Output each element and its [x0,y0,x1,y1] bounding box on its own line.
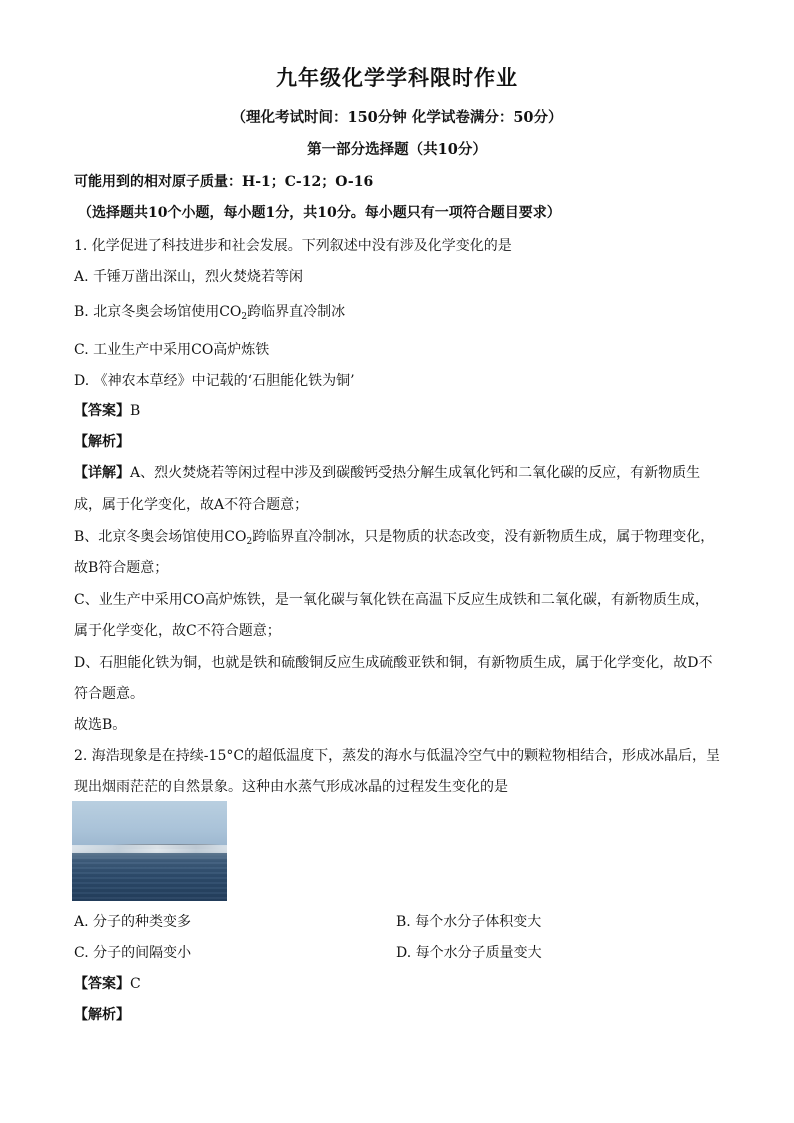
q2-analysis-tag: 【解析】 [74,1007,130,1023]
q1-detail-b2: 故B符合题意； [74,560,169,576]
q1-detail-c2: 属于化学变化，故C不符合题意； [74,623,281,639]
photo-sea-waves [72,857,227,901]
q1-answer [74,400,140,420]
q2-answer [74,973,141,993]
q2-stem-line1: 2. 海浩现象是在持续-15°C的超低温度下，蒸发的海水与低温冷空气中的颗粒物相结合，形成冰晶后，呈 [74,748,721,764]
q1-option-c: C. 工业生产中采用CO高炉炼铁 [74,342,270,358]
atomic-mass-note: 可能用到的相对原子质量：H-1；C-12；O-16 [74,174,374,190]
q1-detail-b1 [74,526,714,547]
exam-subtitle: （理化考试时间：150分钟 化学试卷满分：50分） [231,109,563,126]
q1-detail-a2: 成，属于化学变化，故A不符合题意； [74,497,309,513]
q1-answer-value: B [130,403,141,419]
q2-stem-line2: 现出烟雨茫茫的自然景象。这种由水蒸气形成冰晶的过程发生变化的是 [74,779,508,795]
q2-answer-tag: 【答案】 [74,976,130,992]
q1-option-b [74,301,345,322]
q1-option-d: D. 《神农本草经》中记载的‘石胆能化铁为铜’ [74,373,355,389]
q1-detail-d1: D、石胆能化铁为铜，也就是铁和硫酸铜反应生成硫酸亚铁和铜，有新物质生成，属于化学变化，故D不 [74,655,713,671]
q1-detail-a1 [74,462,700,482]
q1-detail-tag: 【详解】 [74,465,130,481]
page-title: 九年级化学学科限时作业 [276,65,518,90]
q1-option-b-sub: 2 [241,312,248,322]
q1-detail-b1-post: 跨临界直冷制冰，只是物质的状态改变，没有新物质生成，属于物理变化， [252,529,715,545]
q2-answer-value: C [130,976,141,992]
q1-option-b-post: 跨临界直冷制冰 [247,304,346,320]
q1-answer-tag: 【答案】 [74,403,130,419]
q2-option-b: B. 每个水分子体积变大 [396,914,542,930]
photo-fog-band [72,845,227,853]
q1-detail-b1-pre: B、北京冬奥会场馆使用CO [74,529,247,545]
q1-detail-d2: 符合题意。 [74,686,144,702]
q2-option-c: C. 分子的间隔变小 [74,945,192,961]
q1-detail-a1-text: A、烈火焚烧若等闲过程中涉及到碳酸钙受热分解生成氧化钙和二氧化碳的反应，有新物质生 [130,465,701,481]
sea-fog-photo [72,801,227,901]
q2-option-d: D. 每个水分子质量变大 [396,945,542,961]
q1-detail-c1: C、业生产中采用CO高炉炼铁，是一氧化碳与氧化铁在高温下反应生成铁和二氧化碳，有新物质生成， [74,592,709,608]
q2-option-a: A. 分子的种类变多 [74,914,192,930]
instructions: （选择题共10个小题，每小题1分，共10分。每小题只有一项符合题目要求） [78,205,561,221]
q1-conclusion: 故选B。 [74,717,127,733]
q1-analysis-tag: 【解析】 [74,434,130,450]
q1-detail-b1-sub: 2 [246,537,253,547]
q1-option-b-pre: B. 北京冬奥会场馆使用CO [74,304,242,320]
section-heading: 第一部分选择题（共10分） [307,141,487,158]
q1-option-a: A. 千锤万凿出深山，烈火焚烧若等闲 [74,269,304,285]
q1-stem: 1. 化学促进了科技进步和社会发展。下列叙述中没有涉及化学变化的是 [74,238,512,254]
